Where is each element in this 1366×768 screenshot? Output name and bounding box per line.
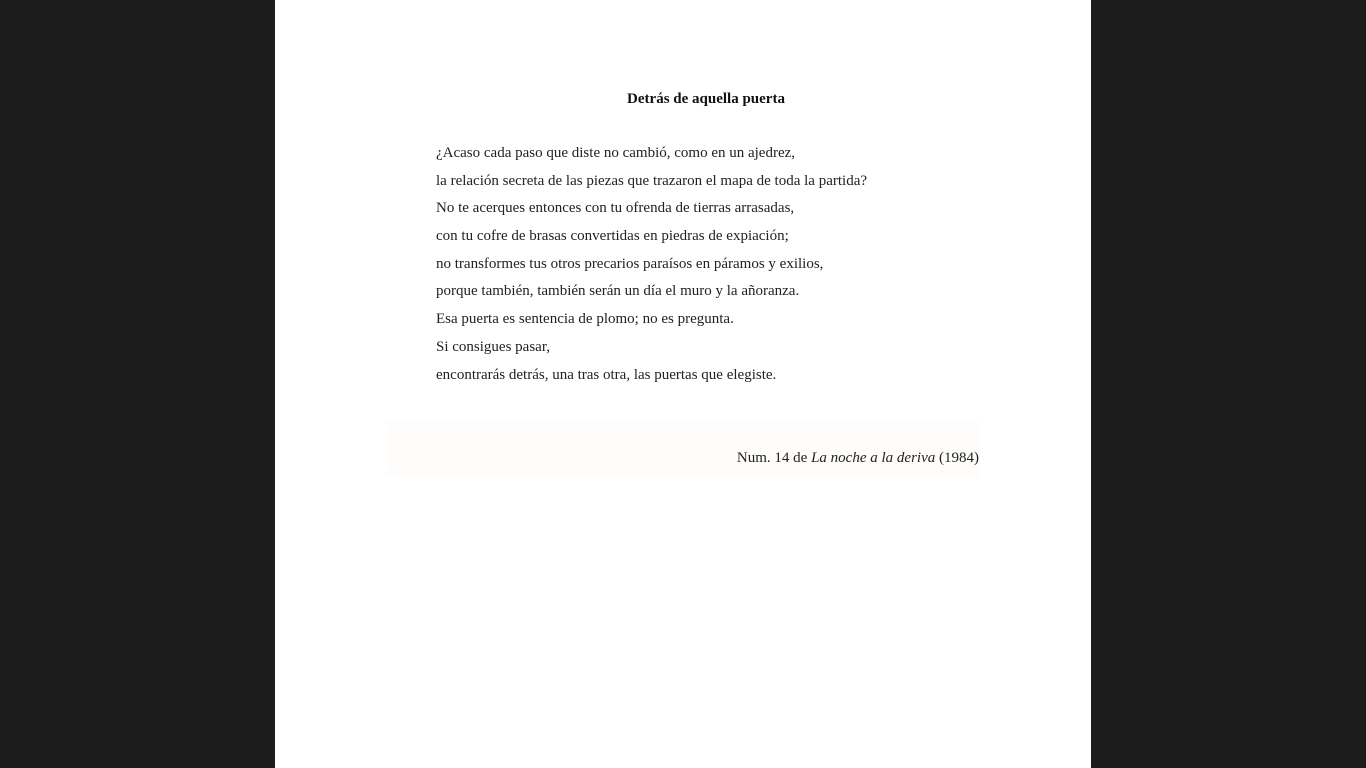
poem-title: Detrás de aquella puerta	[627, 91, 785, 107]
poem-body	[436, 143, 867, 392]
poem-verse: ¿Acaso cada paso que diste no cambió, como en un ajedrez,	[436, 145, 796, 161]
source-prefix: Num. 14 de	[736, 450, 812, 466]
poem-verse: Esa puerta es sentencia de plomo; no es pregunta.	[436, 311, 734, 328]
document-page	[275, 0, 1091, 768]
poem-verse: con tu cofre de brasas convertidas en piedras de expiación;	[436, 228, 789, 245]
source-year: (1984)	[935, 450, 979, 466]
poem-verse: no transformes tus otros precarios paraísos en páramos y exilios,	[436, 255, 824, 272]
source-citation	[737, 448, 979, 468]
source-citation-box	[386, 421, 980, 477]
source-book-title: La noche a la deriva	[811, 450, 936, 466]
poem-verse: la relación secreta de las piezas que trazaron el mapa de toda la partida?	[436, 172, 868, 189]
poem-verse: Si consigues pasar,	[436, 338, 550, 355]
poem-verse: No te acerques entonces con tu ofrenda de tierras arrasadas,	[436, 200, 795, 217]
poem-verse: encontrarás detrás, una tras otra, las puertas que elegiste.	[436, 366, 777, 383]
poem-verse: porque también, también serán un día el muro y la añoranza.	[436, 283, 800, 300]
